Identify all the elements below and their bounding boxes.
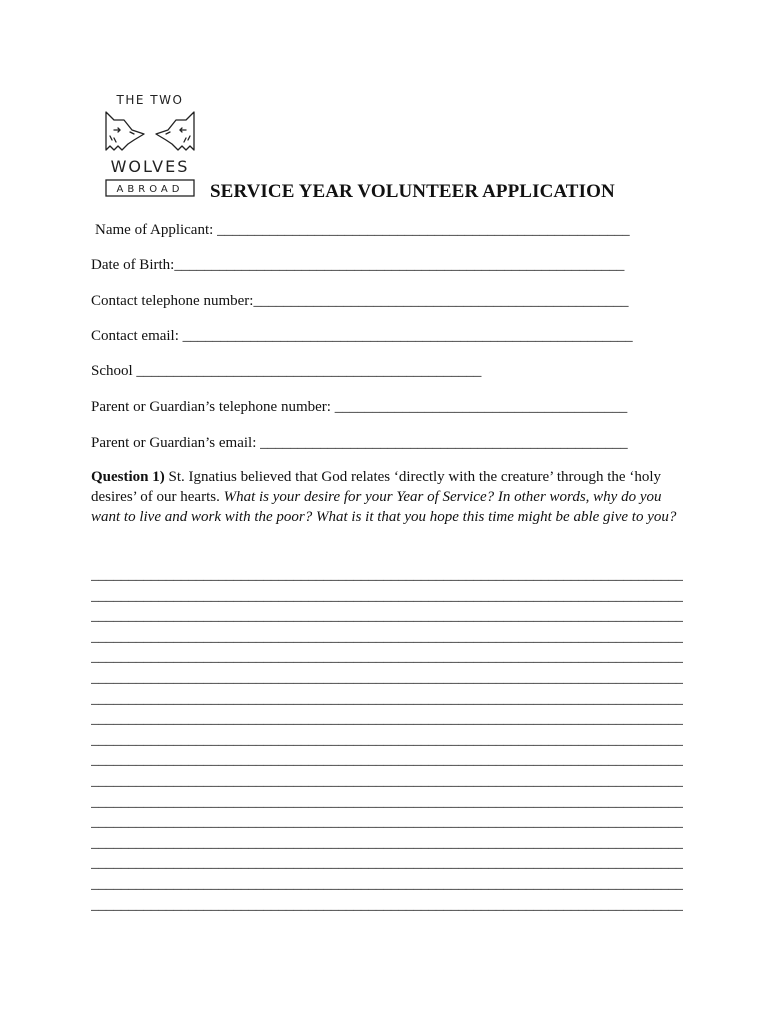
field-blank[interactable]: _________________________________________________	[260, 435, 628, 451]
question-italic-text: What is your desire for your Year of Service? In other words, why do you want to live and work with the poor? What is it that you hope this time might be able give to you?	[91, 488, 677, 525]
answer-line[interactable]: _______________________________________________________________________________	[91, 814, 683, 831]
answer-line[interactable]: _______________________________________________________________________________	[91, 855, 683, 872]
answer-line[interactable]: _______________________________________________________________________________	[91, 649, 683, 666]
field-blank[interactable]: _______________________________________________________	[217, 222, 630, 238]
field-label: Contact email:	[91, 328, 183, 344]
answer-line[interactable]: _______________________________________________________________________________	[91, 834, 683, 851]
field-blank[interactable]: ______________________________________________	[136, 363, 482, 379]
answer-line[interactable]: _______________________________________________________________________________	[91, 752, 683, 769]
field-blank[interactable]: __________________________________________________	[253, 293, 629, 309]
page-title: SERVICE YEAR VOLUNTEER APPLICATION	[210, 181, 615, 202]
question-text: St. Ignatius believed that God relates ‘directly with the creature’ through the ‘holy desires’ of our hearts.	[91, 469, 661, 505]
applicant-name-field[interactable]	[95, 221, 630, 239]
answer-line[interactable]: _______________________________________________________________________________	[91, 587, 683, 604]
answer-line[interactable]: _______________________________________________________________________________	[91, 669, 683, 686]
field-label: Name of Applicant:	[95, 222, 218, 238]
field-label: School	[91, 363, 137, 379]
answer-line[interactable]: _______________________________________________________________________________	[91, 793, 683, 810]
logo-middle-text: WOLVES	[110, 157, 190, 176]
email-field[interactable]	[91, 327, 633, 345]
guardian-email-field[interactable]	[91, 434, 628, 452]
answer-line[interactable]: _______________________________________________________________________________	[91, 690, 683, 707]
field-blank[interactable]: _______________________________________	[334, 399, 628, 415]
telephone-field[interactable]	[91, 292, 628, 310]
two-wolves-abroad-logo	[100, 90, 200, 202]
guardian-telephone-field[interactable]	[91, 398, 627, 416]
answer-line[interactable]: _______________________________________________________________________________	[91, 567, 683, 583]
school-field[interactable]	[91, 362, 481, 380]
answer-line[interactable]: _______________________________________________________________________________	[91, 731, 683, 748]
field-blank[interactable]: ____________________________________________________________	[174, 257, 625, 273]
logo-bottom-text: ABROAD	[116, 184, 184, 195]
answer-line[interactable]: _______________________________________________________________________________	[91, 896, 683, 913]
field-label: Parent or Guardian’s telephone number:	[91, 399, 335, 415]
answer-line[interactable]: _______________________________________________________________________________	[91, 608, 683, 625]
answer-line[interactable]: _______________________________________________________________________________	[91, 711, 683, 728]
field-label: Date of Birth:	[91, 257, 175, 273]
logo-top-text: THE TWO	[116, 93, 184, 107]
answer-line[interactable]: _______________________________________________________________________________	[91, 875, 683, 892]
answer-area[interactable]	[91, 566, 683, 916]
question-label: Question 1)	[91, 469, 165, 485]
answer-line[interactable]: _______________________________________________________________________________	[91, 628, 683, 645]
wolves-logo-icon	[100, 90, 200, 202]
question-1	[91, 468, 683, 527]
answer-line[interactable]: _______________________________________________________________________________	[91, 772, 683, 789]
field-blank[interactable]: ____________________________________________________________	[182, 328, 633, 344]
field-label: Contact telephone number:	[91, 293, 254, 309]
date-of-birth-field[interactable]	[91, 256, 624, 274]
field-label: Parent or Guardian’s email:	[91, 435, 261, 451]
